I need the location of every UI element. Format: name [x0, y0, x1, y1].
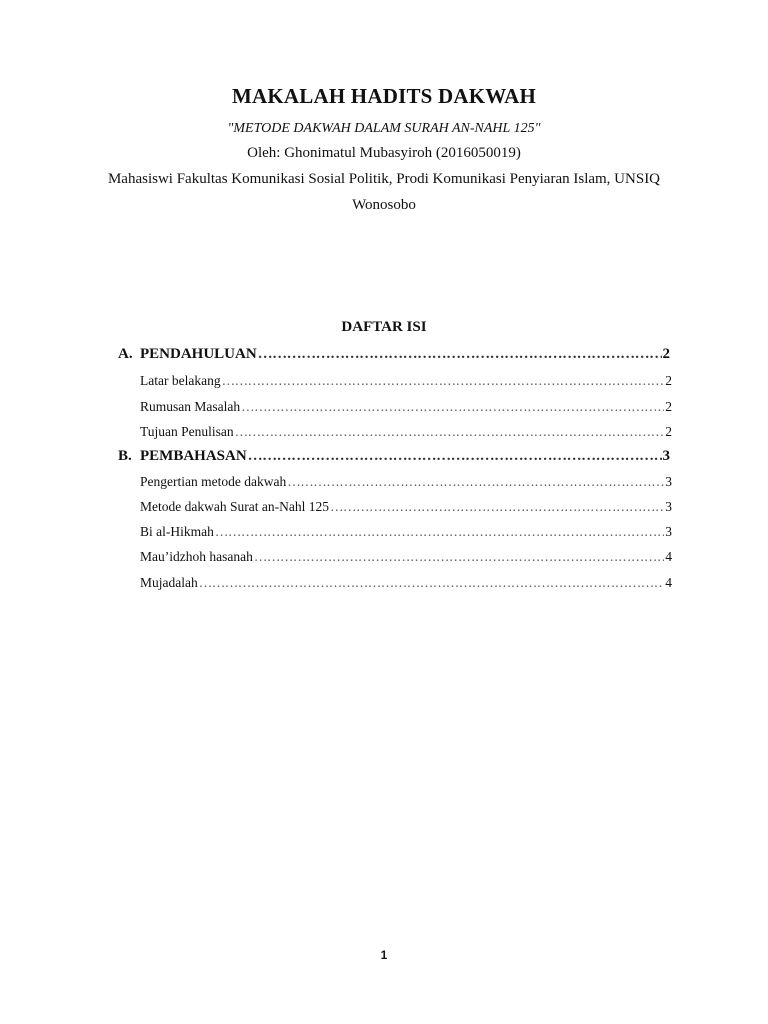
toc-page-number: 3	[665, 524, 672, 539]
toc-page-number: 2	[665, 399, 672, 414]
toc-item-pengertian-metode-dakwah	[140, 474, 672, 490]
toc-item-rumusan-masalah	[140, 399, 672, 415]
toc-item-label: Bi al-Hikmah	[140, 524, 214, 539]
toc-section-letter: B.	[118, 448, 132, 464]
toc-item-label: Latar belakang	[140, 373, 221, 388]
toc-dot-leader	[222, 373, 665, 389]
toc-item-label: Tujuan Penulisan	[140, 424, 234, 439]
toc-item-tujuan-penulisan	[140, 424, 672, 440]
document-title: MAKALAH HADITS DAKWAH	[231, 84, 537, 108]
toc-dot-leader	[215, 524, 664, 540]
toc-page-number: 4	[665, 549, 672, 564]
toc-page-number: 2	[665, 424, 672, 439]
toc-dot-leader	[248, 448, 662, 465]
author-line: Oleh: Ghonimatul Mubasyiroh (2016050019)	[247, 145, 521, 161]
toc-dot-leader	[330, 499, 664, 515]
toc-section-letter: A.	[118, 346, 133, 362]
toc-item-label: Pengertian metode dakwah	[140, 474, 287, 489]
toc-section-label: PEMBAHASAN	[140, 448, 247, 464]
page-number: 1	[380, 948, 388, 962]
document-subtitle: "METODE DAKWAH DALAM SURAH AN-NAHL 125"	[227, 121, 541, 136]
toc-item-mujadalah	[140, 575, 672, 591]
toc-item-label: Mau’idzhoh hasanah	[140, 549, 253, 564]
toc-page-number: 3	[662, 448, 670, 464]
toc-heading: DAFTAR ISI	[341, 319, 427, 335]
toc-page-number: 2	[662, 346, 670, 362]
toc-item-label: Metode dakwah Surat an-Nahl 125	[140, 499, 329, 514]
toc-page-number: 3	[665, 474, 672, 489]
toc-page-number: 3	[665, 499, 672, 514]
toc-item-label: Mujadalah	[140, 575, 198, 590]
toc-item-bi-al-hikmah	[140, 524, 672, 540]
toc-dot-leader	[235, 424, 665, 440]
toc-dot-leader	[241, 399, 664, 415]
toc-page-number: 2	[665, 373, 672, 388]
toc-item-label: Rumusan Masalah	[140, 399, 241, 414]
affiliation-city: Wonosobo	[352, 197, 416, 213]
toc-dot-leader	[199, 575, 665, 591]
toc-section-pembahasan	[118, 448, 670, 465]
toc-item-latar-belakang	[140, 373, 672, 389]
toc-section-label: PENDAHULUAN	[140, 346, 257, 362]
toc-dot-leader	[287, 474, 664, 490]
toc-page-number: 4	[665, 575, 672, 590]
toc-dot-leader	[254, 549, 664, 565]
toc-dot-leader	[258, 346, 662, 363]
toc-item-mauidzhoh-hasanah	[140, 549, 672, 565]
toc-item-metode-dakwah-an-nahl	[140, 499, 672, 515]
affiliation-line: Mahasiswi Fakultas Komunikasi Sosial Politik, Prodi Komunikasi Penyiaran Islam, UNSIQ	[107, 171, 661, 187]
toc-section-pendahuluan	[118, 346, 670, 363]
